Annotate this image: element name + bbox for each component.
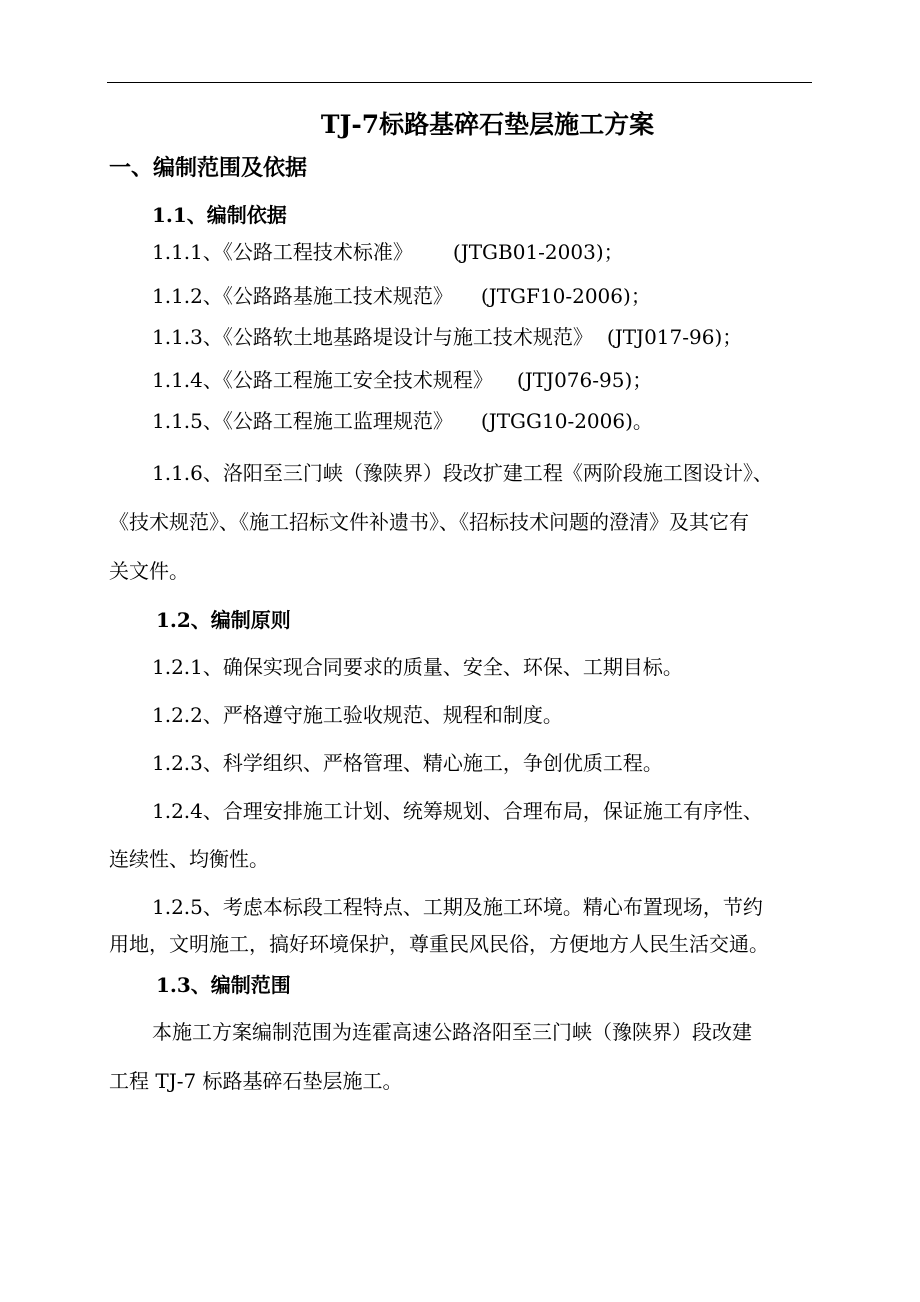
reference-item-6-line-1: 1.1.6、洛阳至三门峡（豫陕界）段改扩建工程《两阶段施工图设计》、 [152,461,773,485]
principle-2: 1.2.2、严格遵守施工验收规范、规程和制度。 [152,703,563,727]
reference-item-2-name: 1.1.2、《公路路基施工技术规范》 [152,284,453,308]
reference-item-4-name: 1.1.4、《公路工程施工安全技术规程》 [152,368,493,392]
reference-item-6-line-3: 关文件。 [109,559,189,583]
section-1-3-heading: 1.3、编制范围 [156,973,291,997]
principle-5-line-1: 1.2.5、考虑本标段工程特点、工期及施工环境。精心布置现场，节约 [152,895,763,919]
scope-paragraph-line-1: 本施工方案编制范围为连霍高速公路洛阳至三门峡（豫陕界）段改建 [152,1020,752,1044]
principle-4-line-2: 连续性、均衡性。 [109,847,269,871]
reference-item-5 [152,407,653,435]
reference-item-3-name: 1.1.3、《公路软土地基路堤设计与施工技术规范》 [152,325,593,349]
header-rule [107,82,812,83]
section-1-heading: 一、编制范围及依据 [109,155,308,181]
reference-item-4 [152,366,652,394]
reference-item-1-name: 1.1.1、《公路工程技术标准》 [152,240,413,264]
reference-item-6-line-2: 《技术规范》、《施工招标文件补遗书》、《招标技术问题的澄清》及其它有 [109,510,749,534]
reference-item-2 [152,282,651,310]
principle-3: 1.2.3、科学组织、严格管理、精心施工，争创优质工程。 [152,751,663,775]
scope-paragraph-line-2: 工程 TJ-7 标路基碎石垫层施工。 [109,1069,403,1093]
reference-item-1-code: (JTGB01-2003)； [452,240,624,264]
reference-item-3 [152,323,742,351]
reference-item-1 [152,238,624,266]
reference-item-4-code: (JTJ076-95)； [516,368,653,392]
principle-4-line-1: 1.2.4、合理安排施工计划、统筹规划、合理布局，保证施工有序性、 [152,799,763,823]
document-title: TJ-7标路基碎石垫层施工方案 [320,110,655,139]
reference-item-2-code: (JTGF10-2006)； [480,284,651,308]
reference-item-3-code: (JTJ017-96)； [606,325,743,349]
reference-item-5-name: 1.1.5、《公路工程施工监理规范》 [152,409,453,433]
reference-item-5-code: (JTGG10-2006)。 [480,409,653,433]
principle-5-line-2: 用地，文明施工，搞好环境保护，尊重民风民俗，方便地方人民生活交通。 [109,932,769,956]
section-1-2-heading: 1.2、编制原则 [156,608,291,632]
principle-1: 1.2.1、确保实现合同要求的质量、安全、环保、工期目标。 [152,655,683,679]
section-1-1-heading: 1.1、编制依据 [152,203,287,227]
